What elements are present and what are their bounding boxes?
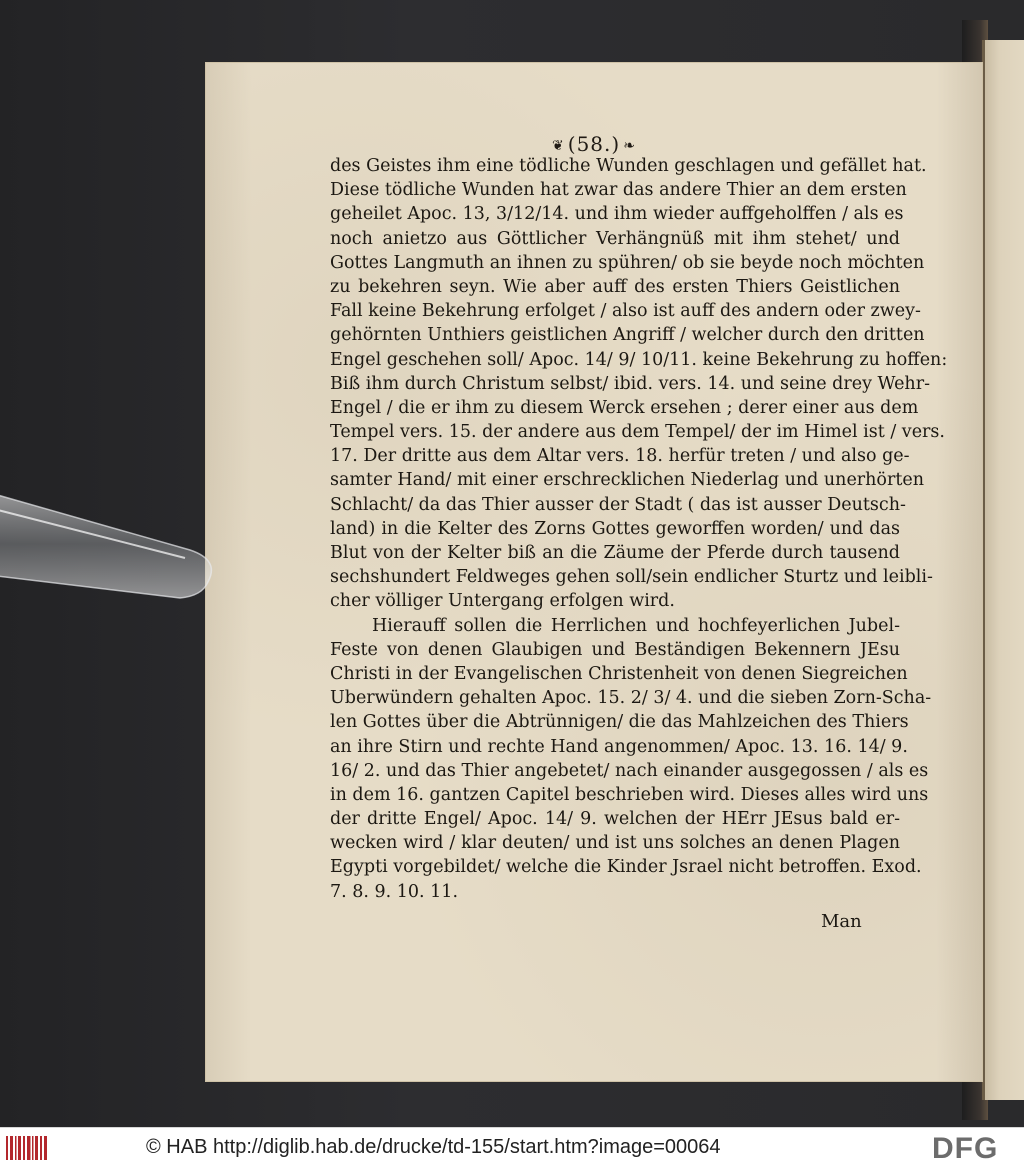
text-line: 16/ 2. und das Thier angebetet/ nach einander ausgegossen / als es: [330, 760, 929, 781]
text-line: Blut von der Kelter biß an die Zäume der Pferde durch tausend: [330, 543, 900, 563]
dfg-logo: DFG: [932, 1132, 999, 1165]
text-line: Schlacht/ da das Thier ausser der Stadt ( das ist ausser Deutsch-: [330, 494, 906, 515]
text-line: len Gottes über die Abtrünnigen/ die das Mahlzeichen des Thiers: [330, 712, 909, 733]
text-line: Christi in der Evangelischen Christenheit von denen Siegreichen: [330, 663, 908, 684]
text-line: Uberwündern gehalten Apoc. 15. 2/ 3/ 4. und die sieben Zorn-Scha-: [330, 688, 932, 709]
page-number: [205, 132, 983, 156]
text-line: 7. 8. 9. 10. 11.: [330, 881, 459, 902]
ornament-right-icon: ❧: [623, 137, 636, 154]
text-line: des Geistes ihm eine tödliche Wunden geschlagen und gefället hat.: [330, 156, 927, 176]
page-number-text: (58.): [567, 132, 621, 156]
text-line: Tempel vers. 15. der andere aus dem Tempel/ der im Himel ist / vers.: [330, 422, 945, 443]
text-line: noch anietzo aus Göttlicher Verhängnüß mit ihm stehet/ und: [330, 228, 900, 249]
text-line: Engel geschehen soll/ Apoc. 14/ 9/ 10/11. keine Bekehrung zu hoffen:: [330, 349, 948, 370]
text-line: land) in die Kelter des Zorns Gottes geworffen worden/ und das: [330, 518, 900, 539]
catchword: Man: [821, 911, 862, 932]
body-text: [330, 154, 948, 904]
text-line: zu bekehren seyn. Wie aber auff des ersten Thiers Geistlichen: [330, 276, 900, 297]
text-line: wecken wird / klar deuten/ und ist uns solches an denen Plagen: [330, 833, 900, 854]
text-line: gehörnten Unthiers geistlichen Angriff / welcher durch den dritten: [330, 325, 925, 346]
text-line: cher völliger Untergang erfolgen wird.: [330, 591, 675, 612]
text-line: 17. Der dritte aus dem Altar vers. 18. herfür treten / und also ge-: [330, 446, 910, 467]
hab-barcode-logo-icon: [6, 1134, 48, 1162]
text-line: sechshundert Feldweges gehen soll/sein endlicher Sturtz und leibli-: [330, 567, 933, 588]
ornament-left-icon: ❦: [552, 137, 565, 154]
book-page: [205, 62, 983, 1082]
text-line: geheilet Apoc. 13, 3/12/14. und ihm wieder auffgeholffen / als es: [330, 204, 904, 225]
text-line: der dritte Engel/ Apoc. 14/ 9. welchen der HErr JEsus bald er-: [330, 809, 900, 830]
text-line: Gottes Langmuth an ihnen zu spühren/ ob sie beyde noch möchten: [330, 252, 925, 273]
footer-bar: [0, 1127, 1024, 1168]
text-line: Feste von denen Glaubigen und Beständigen Bekennern JEsu: [330, 639, 900, 660]
text-line: Fall keine Bekehrung erfolget / also ist auff des andern oder zwey-: [330, 301, 921, 322]
text-line: Biß ihm durch Christum selbst/ ibid. vers. 14. und seine drey Wehr-: [330, 373, 930, 394]
text-line: Engel / die er ihm zu diesem Werck ersehen ; derer einer aus dem: [330, 397, 919, 418]
text-line: Hierauff sollen die Herrlichen und hochfeyerlichen Jubel-: [372, 615, 900, 636]
text-line: in dem 16. gantzen Capitel beschrieben wird. Dieses alles wird uns: [330, 784, 929, 805]
text-line: Diese tödliche Wunden hat zwar das andere Thier an dem ersten: [330, 180, 907, 201]
text-line: an ihre Stirn und rechte Hand angenommen/ Apoc. 13. 16. 14/ 9.: [330, 736, 908, 757]
copyright-link[interactable]: © HAB http://diglib.hab.de/drucke/td-155/start.htm?image=00064: [146, 1136, 721, 1158]
text-line: samter Hand/ mit einer erschrecklichen Niederlag und unerhörten: [330, 470, 924, 491]
text-line: Egypti vorgebildet/ welche die Kinder Jsrael nicht betroffen. Exod.: [330, 857, 922, 878]
adjacent-page-edge: [982, 40, 1024, 1100]
